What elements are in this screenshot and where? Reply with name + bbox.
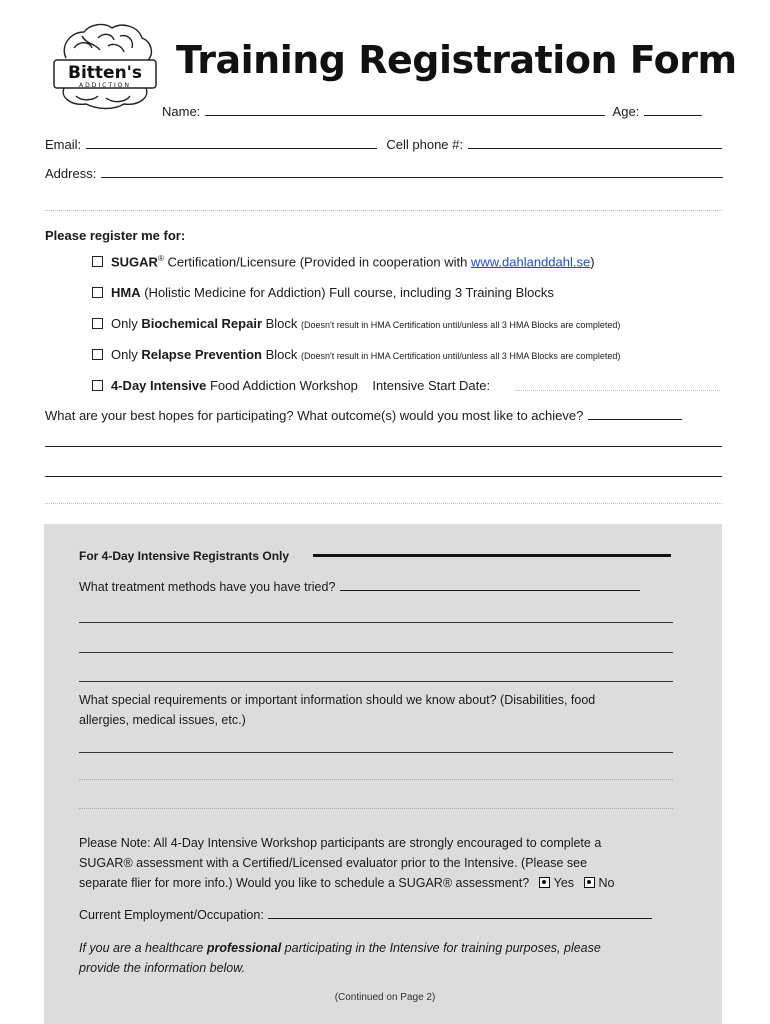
hopes-row [45,408,682,423]
email-label: Email: [45,137,82,152]
special-q2: allergies, medical issues, etc.) [79,713,246,727]
logo-sub: ADDICTION [79,82,131,89]
option-hma[interactable] [92,285,554,300]
special-line-3[interactable] [79,808,673,809]
page-title: Training Registration Form [176,38,737,82]
treatment-line-4[interactable] [79,681,673,682]
option-after: ) [590,254,595,270]
special-question [79,690,679,730]
no-label: No [598,876,615,890]
name-field[interactable] [205,104,605,116]
option-sup: ® [157,254,164,263]
employment-label: Current Employment/Occupation: [79,908,264,922]
option-sugar[interactable] [92,254,595,269]
treatment-question: What treatment methods have you have tried? [79,580,336,594]
address-row [45,166,723,181]
age-field[interactable] [644,104,702,116]
register-heading: Please register me for: [45,228,186,243]
option-text: Food Addiction Workshop Intensive Start Date: [206,378,491,393]
yes-radio[interactable] [539,877,550,888]
hc-bold: professional [206,941,282,955]
hc-pre: If you are a healthcare [79,941,207,955]
treatment-line-2[interactable] [79,622,673,623]
address-line-2[interactable] [45,210,722,211]
address-label: Address: [45,166,97,181]
special-line-2[interactable] [79,779,673,780]
note-line-3 [79,873,679,893]
email-field[interactable] [86,137,377,149]
relapse-checkbox[interactable] [92,349,103,360]
name-row [162,104,702,119]
option-text: Block [262,347,302,362]
option-biochemical[interactable] [92,316,620,331]
employment-row [79,907,652,922]
treatment-row [79,579,640,594]
hopes-field[interactable] [588,408,682,420]
hopes-question: What are your best hopes for participating? What outcome(s) would you most like to achieve? [45,408,584,423]
treatment-field[interactable] [340,579,640,591]
option-bold: HMA [111,285,141,300]
brain-logo [52,18,158,112]
option-text: Certification/Licensure (Provided in cooperation with [163,254,471,270]
biochemical-checkbox[interactable] [92,318,103,329]
note-line-3-text: separate flier for more info.) Would you like to schedule a SUGAR® assessment? [79,876,530,890]
hma-checkbox[interactable] [92,287,103,298]
address-field[interactable] [101,166,723,178]
note-line-1: Please Note: All 4-Day Intensive Workshop participants are strongly encouraged to complete a [79,836,602,850]
note-paragraph [79,833,679,893]
email-row [45,137,722,152]
sugar-checkbox[interactable] [92,256,103,267]
option-relapse[interactable] [92,347,620,362]
special-q1: What special requirements or important information should we know about? (Disabilities, food [79,693,596,707]
option-pre: Only [111,347,142,362]
option-pre: Only [111,316,142,331]
option-text: Block [262,316,302,331]
heading-rule [313,554,671,557]
healthcare-note [79,938,679,978]
yes-label: Yes [553,876,575,890]
option-bold: Relapse Prevention [141,347,262,362]
hopes-line-2[interactable] [45,446,722,447]
cell-label: Cell phone #: [386,137,463,152]
note-line-2: SUGAR® assessment with a Certified/Licensed evaluator prior to the Intensive. (Please see [79,856,588,870]
logo-name: Bitten's [68,63,142,83]
option-bold: Biochemical Repair [141,316,262,331]
no-radio[interactable] [584,877,595,888]
intensive-heading: For 4-Day Intensive Registrants Only [79,549,290,563]
intensive-checkbox[interactable] [92,380,103,391]
option-bold: 4-Day Intensive [111,378,207,393]
special-line-1[interactable] [79,752,673,753]
dahlanddahl-link[interactable]: www.dahlanddahl.se [470,254,591,270]
continued-note: (Continued on Page 2) [334,992,436,1003]
hopes-line-3[interactable] [45,476,722,477]
option-bold: SUGAR [111,254,158,270]
option-note: (Doesn't result in HMA Certification until/unless all 3 HMA Blocks are completed) [301,320,621,330]
option-intensive[interactable] [92,378,490,393]
cell-field[interactable] [468,137,722,149]
treatment-line-3[interactable] [79,652,673,653]
start-date-field[interactable] [515,390,720,391]
hopes-line-4[interactable] [45,503,722,504]
option-text: (Holistic Medicine for Addiction) Full course, including 3 Training Blocks [140,285,554,300]
name-label: Name: [162,104,201,119]
option-note: (Doesn't result in HMA Certification until/unless all 3 HMA Blocks are completed) [301,351,621,361]
age-label: Age: [612,104,640,119]
employment-field[interactable] [268,907,652,919]
hc-line-1 [79,938,679,958]
hc-post: participating in the Intensive for training purposes, please [281,941,601,955]
hc-line-2: provide the information below. [79,961,246,975]
